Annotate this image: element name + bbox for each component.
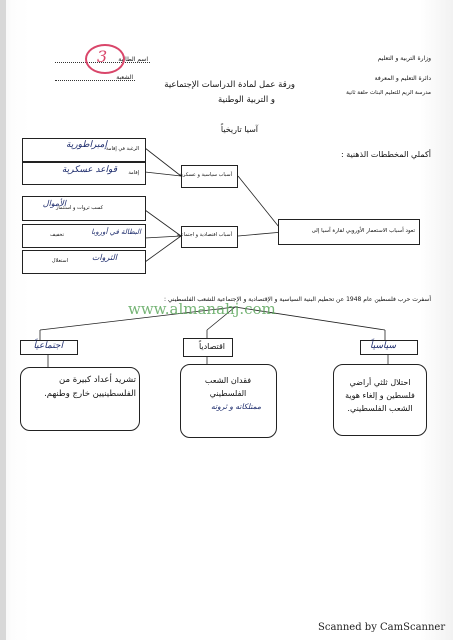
economic-branch-text: أسباب اقتصادية و اجتماعية — [176, 232, 232, 238]
lesson-title: آسيا تاريخياً — [220, 125, 258, 134]
category-text-economic: فقدان الشعب الفلسطيني — [204, 376, 252, 398]
political-item-answer: إمبراطورية — [66, 140, 107, 150]
political-item-printed: الرغبة في إقامة — [106, 146, 139, 152]
category-label-social: اجتماعياً — [33, 341, 63, 351]
grade-mark: 3 — [97, 47, 108, 66]
economic-item-answer: الأموال — [42, 199, 66, 208]
category-label-political: سياسياً — [370, 341, 396, 351]
mindmap-center-text: تعود أسباب الاستعمار الأوروبي لقارة آسيا إلى — [311, 228, 415, 234]
economic-item-printed: كسب ثروات و استثمار — [55, 205, 103, 211]
scanner-footer: Scanned by CamScanner — [318, 622, 446, 633]
economic-item-box — [22, 250, 146, 274]
watermark: www.almanahj.com — [128, 300, 276, 318]
school-text: مدرسة الريم للتعليم البنات حلقة ثانية — [346, 90, 431, 96]
category-text-social: تشريد أعداد كبيرة من الفلسطينيين خارج وطنهم. — [44, 375, 136, 399]
economic-item-answer: البطالة في أوروبا — [91, 228, 141, 236]
worksheet-title: ورقة عمل لمادة الدراسات الإجتماعية — [164, 80, 295, 90]
section-label: الشعبة — [116, 74, 133, 81]
economic-item-answer: الثروات — [91, 253, 117, 262]
economic-item-printed: تخفيف — [50, 232, 64, 238]
student-name-label: اسم الطالبة — [118, 56, 148, 63]
category-text-political: احتلال ثلثي أراضي فلسطين و إلغاء هوية الشعب الفلسطيني. — [345, 378, 415, 413]
directorate-text: دائرة التعليم و المعرفة — [374, 75, 431, 82]
q2-question: أسفرت حرب فلسطين عام 1948 عن تحطيم البنية السياسية و الإقتصادية و الإجتماعية للشعب الفلسطيني : — [163, 296, 431, 303]
political-branch-text: أسباب سياسية و عسكرية — [178, 172, 232, 178]
economic-item-printed: استغلال — [51, 258, 68, 264]
political-item-printed: إقامة — [128, 170, 139, 176]
q1-instruction: أكملي المخططات الذهنية : — [340, 150, 431, 159]
category-label-economic: اقتصادياً — [198, 342, 225, 351]
category-answer-economic: ممتلكاته و ثروته — [211, 402, 261, 411]
ministry-text: وزارة التربية و التعليم — [377, 55, 431, 62]
political-item-answer: قواعد عسكرية — [61, 165, 117, 175]
worksheet-title-2: و التربية الوطنية — [218, 95, 275, 105]
